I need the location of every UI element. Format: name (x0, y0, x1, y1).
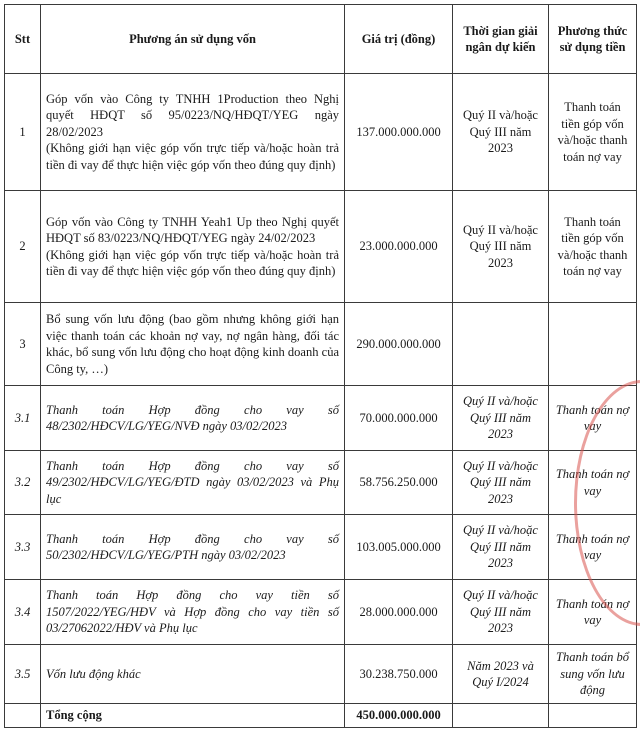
row-purpose: Thanh toán Hợp đồng cho vay tiền số 1507/2022/YEG/HĐV và Hợp đồng cho vay tiền số 03/27062022/HĐV và Phụ lục (41, 580, 345, 645)
row-stt: 3 (5, 303, 41, 386)
capital-use-table (4, 4, 637, 728)
row-value: 137.000.000.000 (345, 74, 453, 191)
row-method: Thanh toán nợ vay (549, 580, 637, 645)
row-purpose-cell (41, 191, 345, 303)
table-row (5, 74, 637, 191)
row-time: Quý II và/hoặc Quý III năm 2023 (453, 580, 549, 645)
row-value: 23.000.000.000 (345, 191, 453, 303)
row-time (453, 303, 549, 386)
row-method: Thanh toán nợ vay (549, 515, 637, 580)
row-value: 28.000.000.000 (345, 580, 453, 645)
row-time: Quý II và/hoặc Quý III năm 2023 (453, 74, 549, 191)
row-purpose: Vốn lưu động khác (41, 645, 345, 704)
table-row (5, 645, 637, 704)
header-stt: Stt (5, 5, 41, 74)
row-time: Quý II và/hoặc Quý III năm 2023 (453, 191, 549, 303)
row-method: Thanh toán nợ vay (549, 451, 637, 515)
row-purpose: Thanh toán Hợp đồng cho vay số 49/2302/HĐCV/LG/YEG/ĐTD ngày 03/02/2023 và Phụ lục (41, 451, 345, 515)
row-note: (Không giới hạn việc góp vốn trực tiếp và/hoặc hoàn trả tiền đi vay để thực hiện việc góp vốn theo đúng quy định) (46, 247, 339, 278)
row-purpose: Góp vốn vào Công ty TNHH 1Production theo Nghị quyết HĐQT số 95/0223/NQ/HĐQT/YEG ngày 28/02/2023 (46, 91, 339, 139)
total-stt (5, 704, 41, 728)
row-value: 58.756.250.000 (345, 451, 453, 515)
row-stt: 2 (5, 191, 41, 303)
total-value: 450.000.000.000 (345, 704, 453, 728)
total-row (5, 704, 637, 728)
row-method (549, 303, 637, 386)
total-method (549, 704, 637, 728)
row-time: Quý II và/hoặc Quý III năm 2023 (453, 386, 549, 451)
row-stt: 3.1 (5, 386, 41, 451)
header-plan: Phương án sử dụng vốn (41, 5, 345, 74)
row-purpose: Bổ sung vốn lưu động (bao gồm nhưng không giới hạn việc thanh toán các khoản nợ vay, nợ ngân hàng, đối tác khác, bổ sung vốn lưu động cho hoạt động kinh doanh của Công ty, …) (41, 303, 345, 386)
row-purpose: Góp vốn vào Công ty TNHH Yeah1 Up theo Nghị quyết HĐQT số 83/0223/NQ/HĐQT/YEG ngày 24/02/2023 (46, 214, 339, 245)
header-method: Phương thức sử dụng tiền (549, 5, 637, 74)
header-time: Thời gian giải ngân dự kiến (453, 5, 549, 74)
table-header-row (5, 5, 637, 74)
row-stt: 3.3 (5, 515, 41, 580)
header-value: Giá trị (đồng) (345, 5, 453, 74)
table-row (5, 515, 637, 580)
row-stt: 3.4 (5, 580, 41, 645)
row-purpose: Thanh toán Hợp đồng cho vay số 48/2302/HĐCV/LG/YEG/NVĐ ngày 03/02/2023 (41, 386, 345, 451)
row-time: Quý II và/hoặc Quý III năm 2023 (453, 515, 549, 580)
row-method: Thanh toán tiền góp vốn và/hoặc thanh toán nợ vay (549, 191, 637, 303)
table-row (5, 451, 637, 515)
table-row (5, 386, 637, 451)
row-stt: 3.5 (5, 645, 41, 704)
total-time (453, 704, 549, 728)
row-method: Thanh toán nợ vay (549, 386, 637, 451)
row-value: 30.238.750.000 (345, 645, 453, 704)
row-value: 103.005.000.000 (345, 515, 453, 580)
row-method: Thanh toán bổ sung vốn lưu động (549, 645, 637, 704)
row-stt: 1 (5, 74, 41, 191)
table-row (5, 580, 637, 645)
row-value: 290.000.000.000 (345, 303, 453, 386)
row-value: 70.000.000.000 (345, 386, 453, 451)
row-time: Quý II và/hoặc Quý III năm 2023 (453, 451, 549, 515)
table-row (5, 191, 637, 303)
total-label: Tổng cộng (41, 704, 345, 728)
row-method: Thanh toán tiền góp vốn và/hoặc thanh toán nợ vay (549, 74, 637, 191)
row-time: Năm 2023 và Quý I/2024 (453, 645, 549, 704)
table-row (5, 303, 637, 386)
row-purpose-cell (41, 74, 345, 191)
row-note: (Không giới hạn việc góp vốn trực tiếp và/hoặc hoàn trả tiền đi vay để thực hiện việc góp vốn theo đúng quy định) (46, 141, 339, 172)
row-purpose: Thanh toán Hợp đồng cho vay số 50/2302/HĐCV/LG/YEG/PTH ngày 03/02/2023 (41, 515, 345, 580)
row-stt: 3.2 (5, 451, 41, 515)
